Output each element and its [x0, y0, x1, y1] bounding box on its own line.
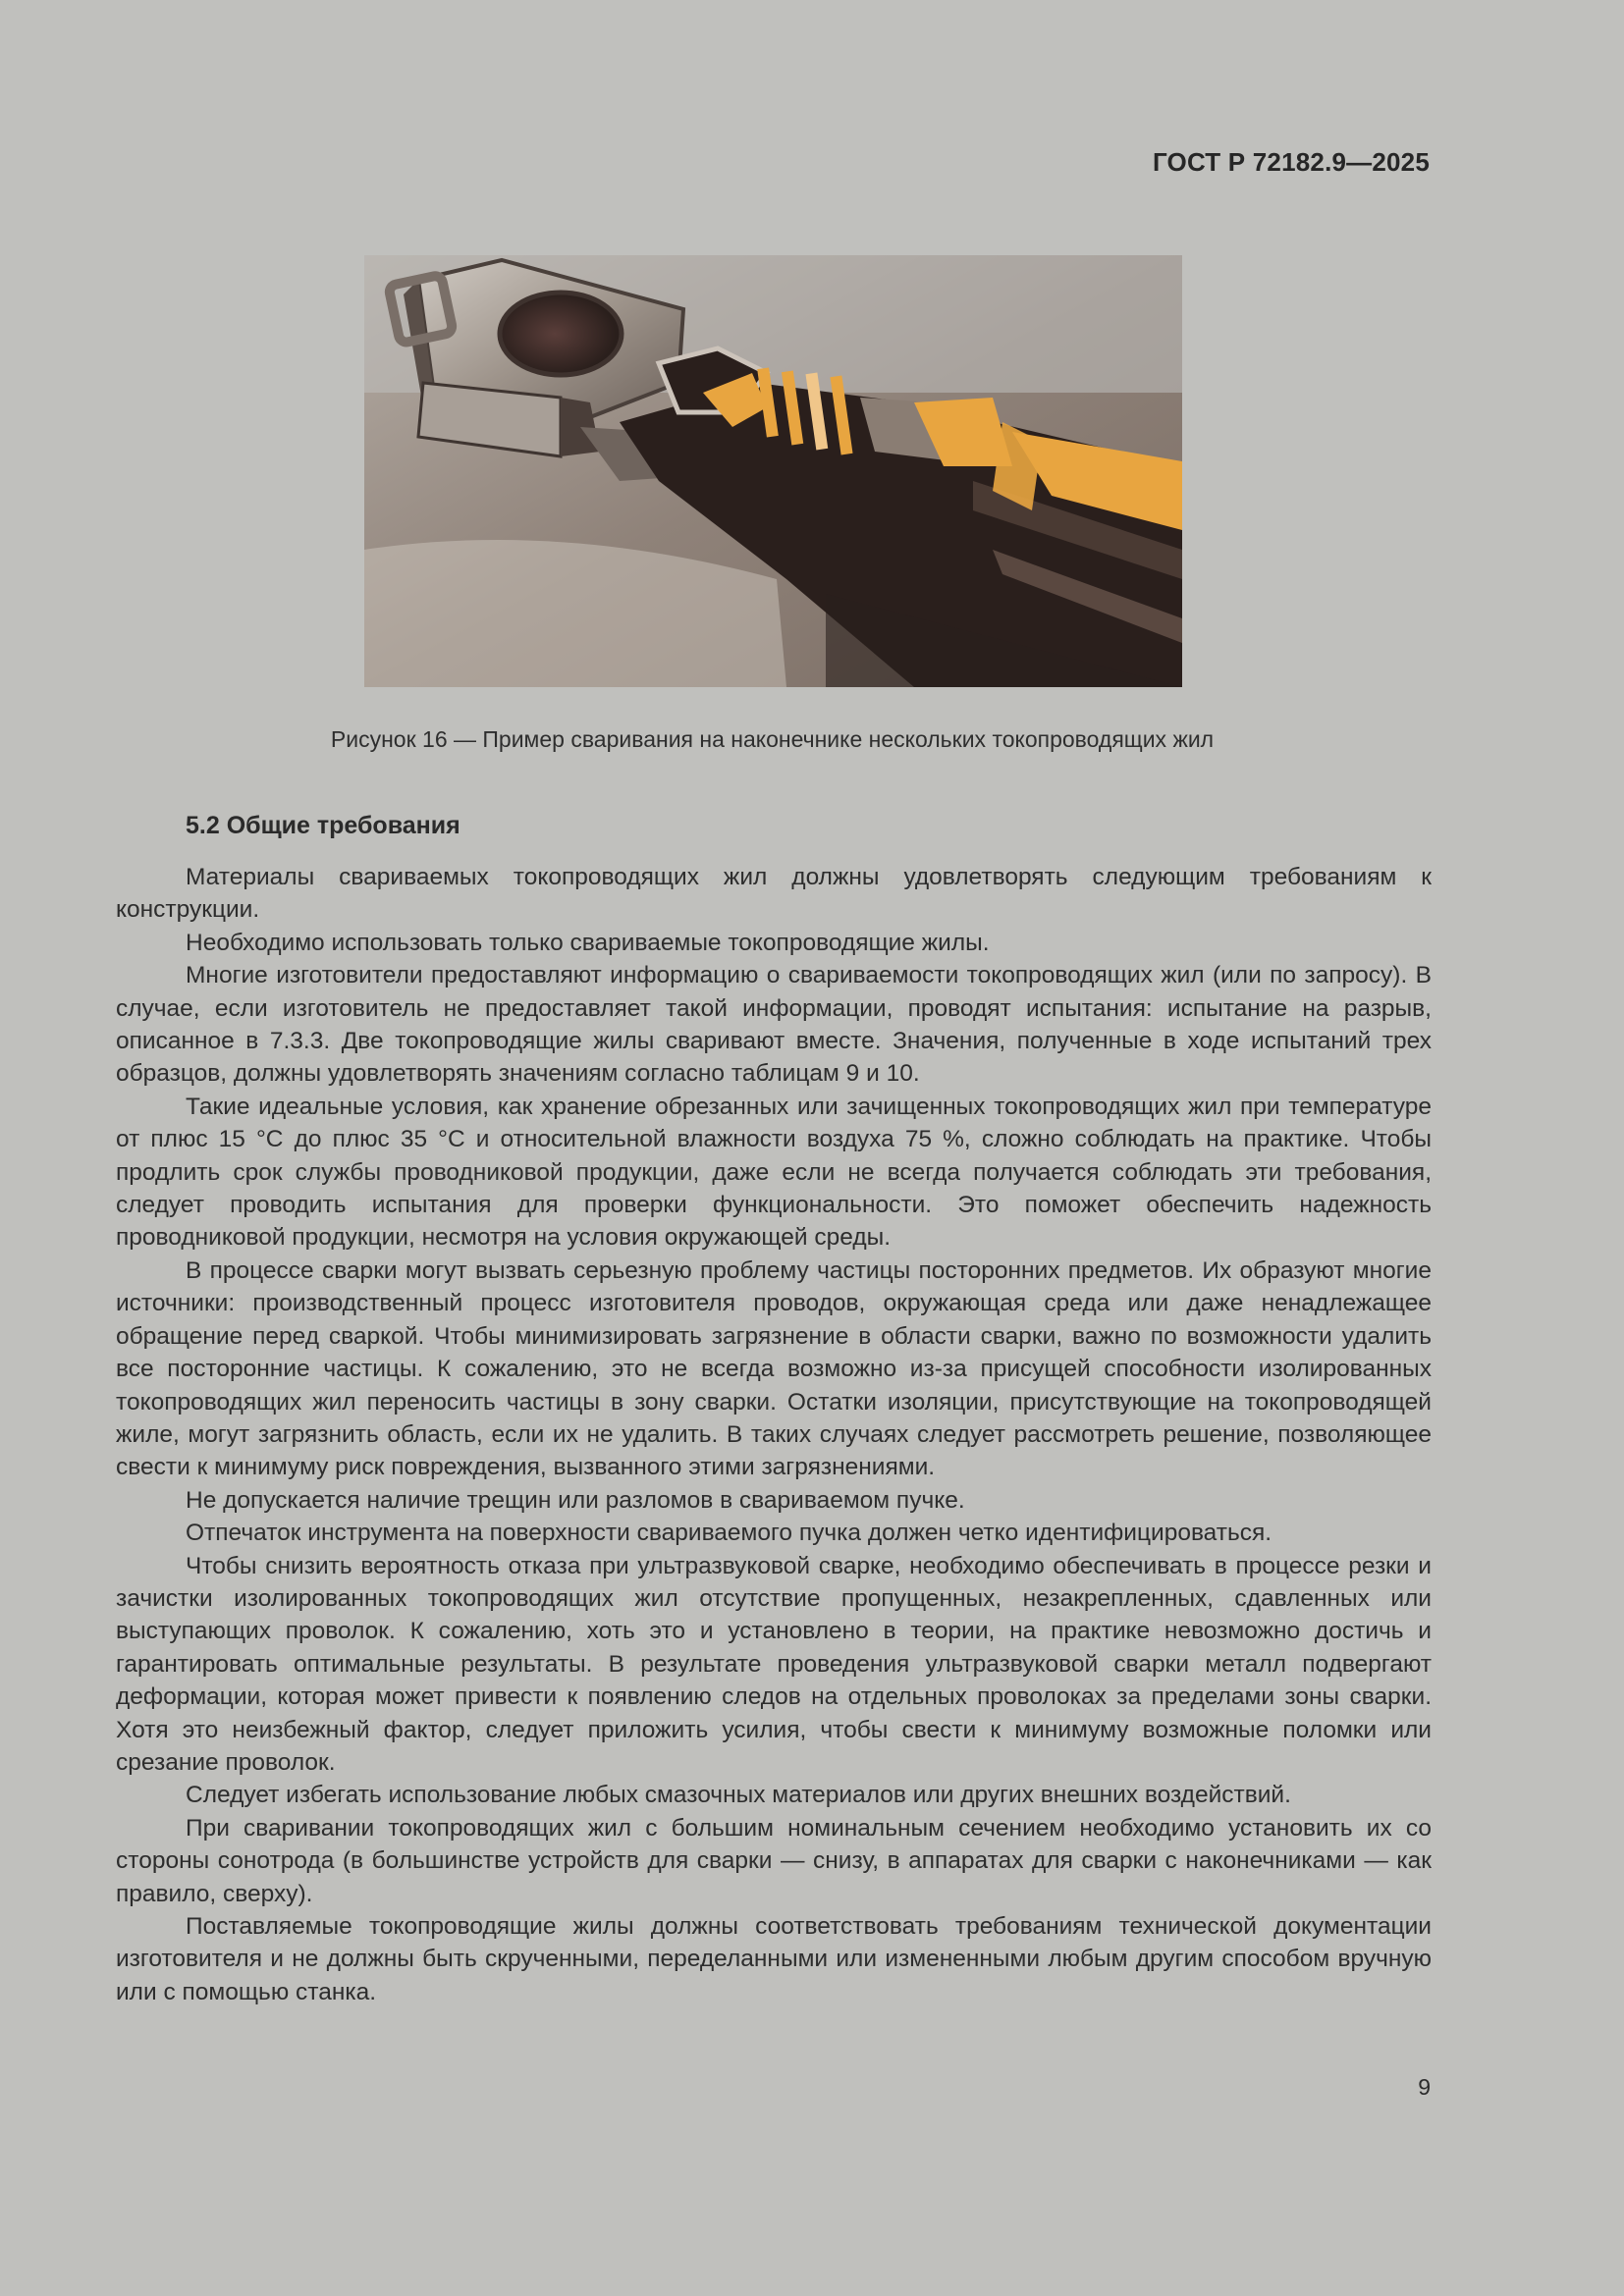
document-code-header: ГОСТ Р 72182.9—2025: [1152, 147, 1430, 177]
paragraph: Необходимо использовать только свариваемые токопроводящие жилы.: [186, 929, 990, 956]
figure-photo: [364, 255, 1182, 687]
paragraph: Чтобы снизить вероятность отказа при ультразвуковой сварке, необходимо обеспечивать в процессе резки и зачистки изолированных токопроводящих жил отсутствие пропущенных, незакрепленных, сдавленных или выступающих проволок. К сожалению, хоть это и установлено в теории, на практике невозможно достичь и гарантировать оптимальные результаты. В результате проведения ультразвуковой сварки металл подвергают деформации, которая может привести к появлению следов на отдельных проволоках за пределами зоны сварки. Хотя это неизбежный фактор, следует приложить усилия, чтобы свести к минимуму возможные поломки или срезание проволок.: [116, 1552, 1432, 1776]
paragraph: Поставляемые токопроводящие жилы должны соответствовать требованиям технической документации изготовителя и не должны быть скрученными, переделанными или измененными любым другим способом вручную или с помощью станка.: [116, 1913, 1432, 2005]
page-number: 9: [1418, 2074, 1431, 2100]
paragraph: Не допускается наличие трещин или разломов в свариваемом пучке.: [186, 1486, 965, 1514]
paragraph: В процессе сварки могут вызвать серьезную проблему частицы посторонних предметов. Их образуют многие источники: производственный процесс изготовителя проводов, окружающая среда или даже ненадлежащее обращение перед сваркой. Чтобы минимизировать загрязнение в области сварки, важно по возможности удалить все посторонние частицы. К сожалению, это не всегда возможно из-за присущей способности изолированных токопроводящих жил переносить частицы в зону сварки. Остатки изоляции, присутствующие на токопроводящей жиле, могут загрязнить область, если их не удалить. В таких случаях следует рассмотреть решение, позволяющее свести к минимуму риск повреждения, вызванного этими загрязнениями.: [116, 1256, 1432, 1481]
section-body: [116, 861, 1432, 2008]
paragraph: Отпечаток инструмента на поверхности свариваемого пучка должен четко идентифицироваться.: [186, 1520, 1272, 1547]
figure-caption: Рисунок 16 — Пример сваривания на наконечнике нескольких токопроводящих жил: [330, 726, 1215, 752]
paragraph: Многие изготовители предоставляют информацию о свариваемости токопроводящих жил (или по запросу). В случае, если изготовитель не предоставляет такой информации, проводят испытания: испытание на разрыв, описанное в 7.3.3. Две токопроводящие жилы сваривают вместе. Значения, полученные в ходе испытаний трех образцов, должны удовлетворять значениям согласно таблицам 9 и 10.: [116, 962, 1432, 1088]
paragraph: Следует избегать использование любых смазочных материалов или других внешних воздействий.: [186, 1782, 1291, 1809]
section-heading: 5.2 Общие требования: [186, 812, 460, 839]
paragraph: Такие идеальные условия, как хранение обрезанных или зачищенных токопроводящих жил при температуре от плюс 15 °С до плюс 35 °С и относительной влажности воздуха 75 %, сложно соблюдать на практике. Чтобы продлить срок службы проводниковой продукции, даже если не всегда получается соблюдать эти требования, следует проводить испытания для проверки функциональности. Это поможет обеспечить надежность проводниковой продукции, несмотря на условия окружающей среды.: [116, 1093, 1432, 1252]
welded-terminal-photo: [364, 255, 1182, 687]
paragraph: Материалы свариваемых токопроводящих жил должны удовлетворять следующим требованиям к конструкции.: [116, 864, 1432, 924]
paragraph: При сваривании токопроводящих жил с большим номинальным сечением необходимо установить их со стороны сонотрода (в большинстве устройств для сварки — снизу, в аппаратах для сварки с наконечниками — как правило, сверху).: [116, 1814, 1432, 1907]
